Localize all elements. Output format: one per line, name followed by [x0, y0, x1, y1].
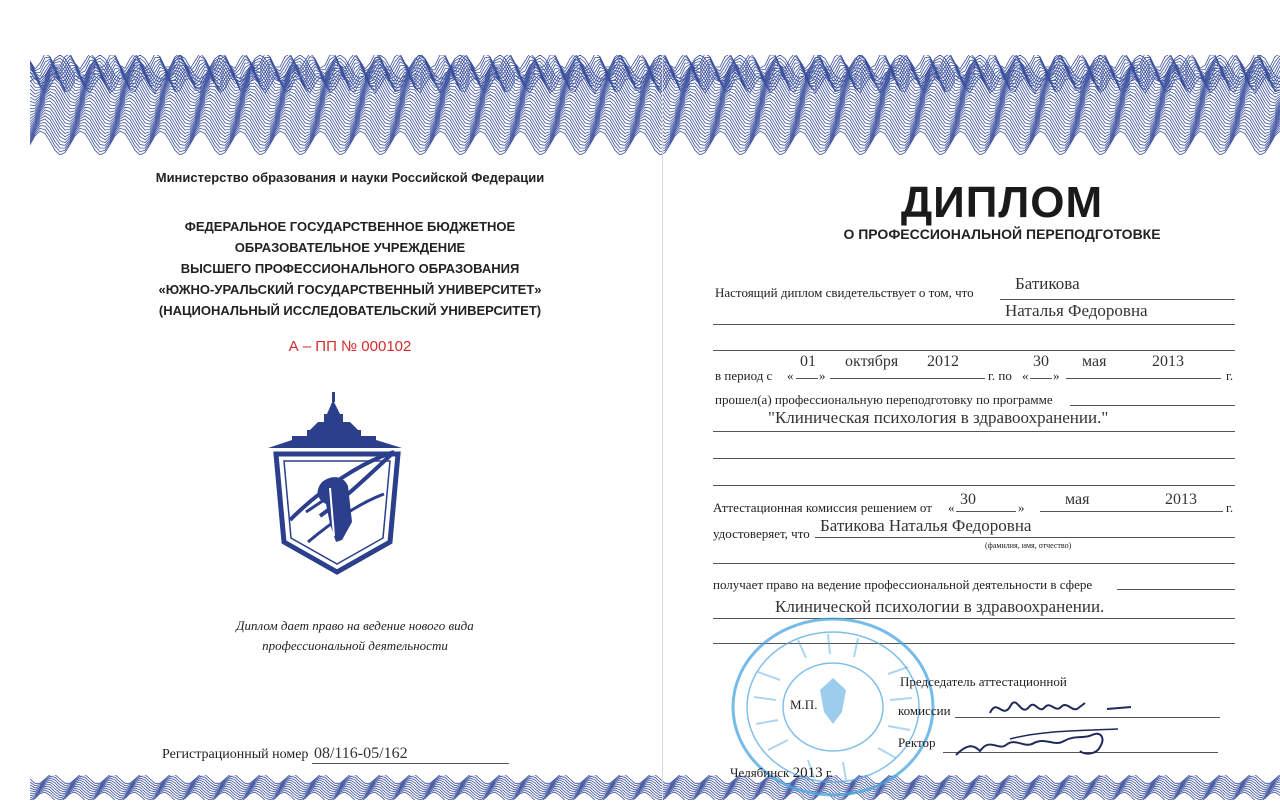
issue-year-suffix: г. — [825, 765, 833, 780]
chair-label: Председатель аттестационной — [900, 674, 1067, 689]
field-line — [1070, 405, 1235, 406]
field-line — [713, 458, 1235, 459]
field-line — [713, 563, 1235, 564]
rector-label: Ректор — [898, 735, 936, 750]
quote-close: » — [1018, 500, 1025, 515]
field-line — [713, 324, 1235, 325]
period-from-day: 01 — [800, 353, 816, 370]
diploma-number: А – ПП № 000102 — [288, 338, 412, 355]
field-line — [1030, 378, 1052, 379]
quote-close: » — [1053, 368, 1060, 383]
chair-label-commission: комиссии — [898, 703, 951, 718]
guilloche-line — [30, 101, 1280, 124]
field-line — [796, 378, 818, 379]
right-label: получает право на ведение профессиональной деятельности в сфере — [713, 577, 1093, 592]
sphere-value: Клинической психологии в здравоохранении. — [775, 597, 1105, 616]
period-from-year: 2012 — [927, 353, 959, 370]
holder-given-names: Наталья Федоровна — [1005, 301, 1148, 320]
decision-year: 2013 — [1165, 491, 1197, 508]
diploma-title: ДИПЛОМ — [900, 178, 1104, 227]
institution-line: ОБРАЗОВАТЕЛЬНОЕ УЧРЕЖДЕНИЕ — [234, 240, 466, 255]
holder-surname: Батикова — [1015, 274, 1080, 293]
registration-value: 08/116-05/162 — [312, 745, 509, 764]
institution-line: ВЫСШЕГО ПРОФЕССИОНАЛЬНОГО ОБРАЗОВАНИЯ — [180, 261, 520, 276]
attests-name: Батикова Наталья Федоровна — [820, 516, 1032, 535]
year-suffix: г. — [1226, 368, 1234, 383]
fio-hint: (фамилия, имя, отчество) — [985, 541, 1072, 550]
guilloche-line — [30, 131, 1280, 155]
year-suffix: г. — [1226, 500, 1234, 515]
quote-open: « — [1022, 368, 1029, 383]
period-to-day: 30 — [1033, 353, 1049, 370]
field-line — [830, 378, 985, 379]
guilloche-line — [30, 119, 1280, 143]
attests-label: удостоверяет, что — [713, 526, 810, 541]
rector-signature — [950, 725, 1130, 765]
period-to-month: мая — [1082, 353, 1107, 370]
page-fold — [662, 55, 663, 800]
guilloche-line — [30, 98, 1280, 122]
registration-number — [162, 745, 509, 764]
issue-place-date — [730, 765, 833, 782]
field-line — [1040, 511, 1223, 512]
guilloche-line — [30, 89, 1280, 112]
field-line — [815, 537, 1235, 538]
year-to-label: г. по — [988, 368, 1012, 383]
institution-name — [90, 216, 610, 321]
quote-open: « — [948, 500, 955, 515]
quote-open: « — [787, 368, 794, 383]
seal-label: М.П. — [790, 697, 818, 712]
field-line — [1066, 378, 1221, 379]
commission-label: Аттестационная комиссия решением от — [713, 500, 932, 515]
guilloche-border-top — [30, 55, 1280, 155]
institution-line: «ЮЖНО-УРАЛЬСКИЙ ГОСУДАРСТВЕННЫЙ УНИВЕРСИТЕТ» — [158, 282, 542, 297]
institution-line: (НАЦИОНАЛЬНЫЙ ИССЛЕДОВАТЕЛЬСКИЙ УНИВЕРСИТЕТ) — [158, 303, 542, 318]
decision-month: мая — [1065, 491, 1090, 508]
field-line — [713, 485, 1235, 486]
rights-statement — [130, 616, 580, 656]
field-line — [956, 511, 1016, 512]
issue-year: 2013 — [792, 765, 823, 781]
guilloche-border-bottom — [30, 775, 1280, 800]
field-line — [713, 431, 1235, 432]
field-line — [1000, 299, 1235, 300]
rights-line: профессиональной деятельности — [262, 638, 448, 653]
issue-city: Челябинск — [730, 765, 790, 780]
period-prefix: в период с — [715, 368, 773, 383]
period-to-year: 2013 — [1152, 353, 1184, 370]
registration-label: Регистрационный номер — [162, 747, 309, 762]
program-label: прошел(а) профессиональную переподготовку по программе — [715, 392, 1053, 407]
field-line — [713, 350, 1235, 351]
field-line — [1117, 589, 1235, 590]
chair-signature — [985, 695, 1135, 725]
program-name: "Клиническая психология в здравоохранении." — [768, 408, 1109, 427]
period-from-month: октября — [845, 353, 899, 370]
certifies-label: Настоящий диплом свидетельствует о том, что — [715, 285, 974, 300]
quote-close: » — [819, 368, 826, 383]
decision-day: 30 — [960, 491, 976, 508]
rights-line: Диплом дает право на ведение нового вида — [236, 618, 474, 633]
diploma-subtitle: О ПРОФЕССИОНАЛЬНОЙ ПЕРЕПОДГОТОВКЕ — [843, 226, 1161, 242]
institution-line: ФЕДЕРАЛЬНОЕ ГОСУДАРСТВЕННОЕ БЮДЖЕТНОЕ — [184, 219, 516, 234]
university-crest-icon — [262, 392, 412, 576]
guilloche-line — [30, 110, 1280, 134]
ministry-heading: Министерство образования и науки Российской Федерации — [155, 170, 545, 185]
